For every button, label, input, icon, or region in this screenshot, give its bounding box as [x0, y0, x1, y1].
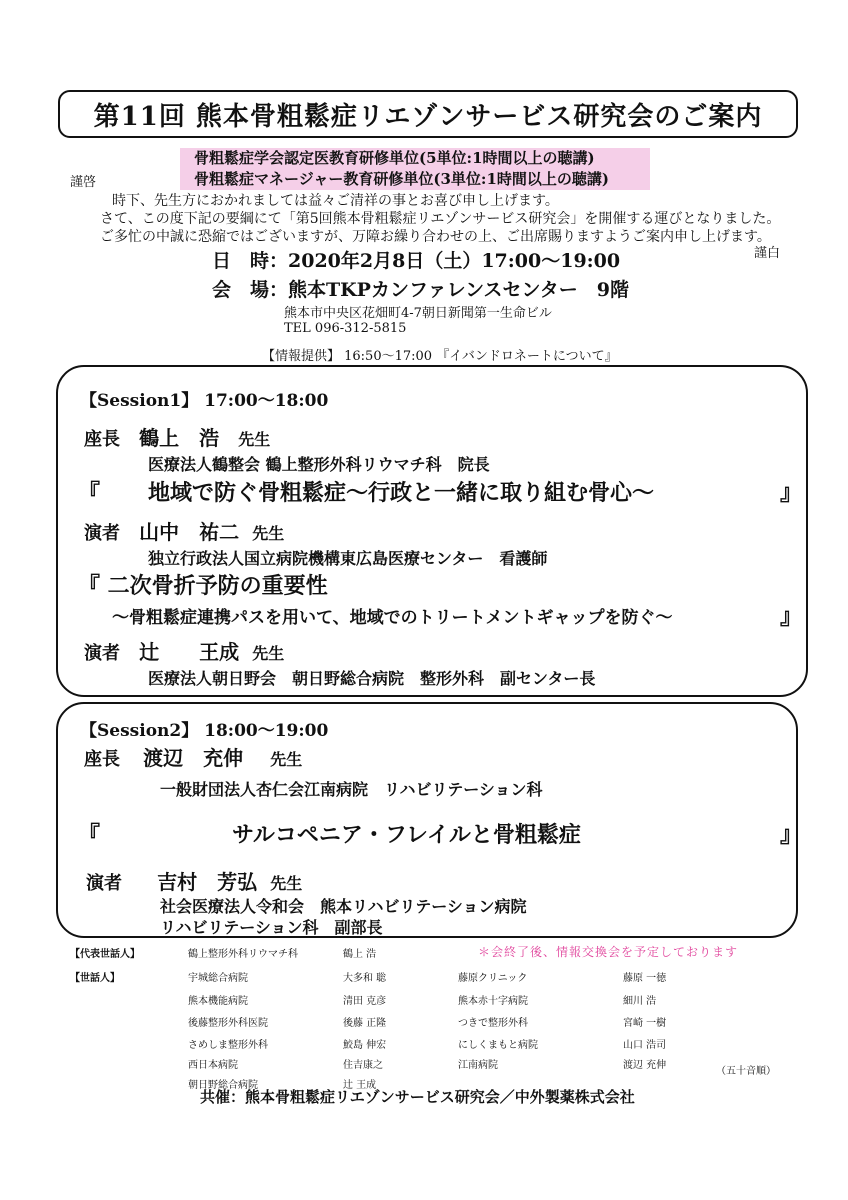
talk1-close-bracket: 』: [780, 480, 803, 506]
member-org: 熊本機能病院: [188, 996, 248, 1007]
rep-label: 【代表世話人】: [70, 949, 140, 960]
session2-chair-affiliation: 一般財団法人杏仁会江南病院 リハビリテーション科: [160, 780, 543, 799]
member-org: 藤原クリニック: [458, 973, 528, 984]
session1-talk2-title: 『 二次骨折予防の重要性: [78, 573, 328, 599]
speaker2-honorific: 先生: [252, 644, 285, 663]
talk2-close-bracket: 』: [780, 604, 803, 630]
info-provision: 【情報提供】 16:50～17:00 『イバンドロネートについて』: [262, 349, 618, 364]
talk1-open-bracket: 『: [78, 480, 101, 506]
letter-line-1: 時下、先生方におかれましては益々ご清祥の事とお喜び申し上げます。: [112, 193, 559, 209]
letter-closing: 謹白: [754, 246, 781, 261]
member-org: 後藤整形外科医院: [188, 1018, 268, 1029]
session1-speaker1: [84, 516, 284, 545]
session1-chair-affiliation: 医療法人鶴整会 鶴上整形外科リウマチ科 院長: [148, 455, 490, 474]
s2-speaker-honorific: 先生: [270, 874, 303, 893]
member-name: 清田 克彦: [343, 996, 387, 1007]
s2-speaker-role: 演者: [86, 873, 122, 894]
date-value: 2020年2月8日（土）17:00～19:00: [288, 250, 621, 272]
session1-talk2-subtitle: ～骨粗鬆症連携パスを用いて、地域でのトリートメントギャップを防ぐ～: [112, 608, 673, 628]
session2-speaker-affiliation-2: リハビリテーション科 副部長: [160, 918, 383, 937]
page-title: 第11回 熊本骨粗鬆症リエゾンサービス研究会のご案内: [93, 101, 763, 132]
speaker1-role: 演者: [84, 523, 120, 544]
member-name: 山口 浩司: [623, 1040, 667, 1051]
member-name: 辻 王成: [343, 1080, 377, 1091]
chair-name: 鶴上 浩: [139, 426, 220, 450]
session2-talk-title: サルコペニア・フレイルと骨粗鬆症: [232, 822, 581, 848]
session2-chair: [84, 742, 302, 771]
credit-text-2: 骨粗鬆症マネージャー教育研修単位(3単位:1時間以上の聴講): [194, 170, 610, 188]
member-org: 宇城総合病院: [188, 973, 248, 984]
member-name: 鮫島 伸宏: [343, 1040, 387, 1051]
member-name: 住吉康之: [343, 1060, 383, 1071]
session2-header: 【Session2】 18:00～19:00: [80, 721, 329, 741]
s2-talk-open-bracket: 『: [78, 822, 101, 848]
venue-address: 熊本市中央区花畑町4-7朝日新聞第一生命ビル: [284, 306, 552, 321]
letter-line-2: さて、この度下記の要綱にて「第5回熊本骨粗鬆症リエゾンサービス研究会」を開催する運びとなりました。: [100, 211, 781, 227]
member-name: 大多和 聡: [343, 973, 387, 984]
letter-opening: 謹啓: [70, 175, 97, 190]
member-org: 江南病院: [458, 1060, 498, 1071]
s2-chair-honorific: 先生: [270, 750, 303, 769]
rep-name: 鶴上 浩: [343, 949, 377, 960]
date-line: [212, 246, 620, 273]
session1-header: 【Session1】 17:00～18:00: [80, 391, 329, 411]
venue-line: [212, 275, 629, 302]
credit-line-2: [180, 169, 650, 190]
venue-tel: TEL 096-312-5815: [284, 321, 407, 336]
session1-speaker1-affiliation: 独立行政法人国立病院機構東広島医療センター 看護師: [148, 549, 548, 568]
s2-speaker-name: 吉村 芳弘: [157, 870, 258, 894]
title-box: [58, 90, 798, 138]
credit-text-1: 骨粗鬆症学会認定医教育研修単位(5単位:1時間以上の聴講): [194, 149, 595, 167]
member-org: つきで整形外科: [458, 1018, 528, 1029]
speaker1-name: 山中 祐二: [139, 520, 240, 544]
session1-talk1-title: 地域で防ぐ骨粗鬆症～行政と一緒に取り組む骨心～: [148, 480, 655, 506]
session1-speaker2-affiliation: 医療法人朝日野会 朝日野総合病院 整形外科 副センター長: [148, 669, 596, 688]
member-org: にしくまもと病院: [458, 1040, 538, 1051]
member-org: 西日本病院: [188, 1060, 238, 1071]
speaker2-name: 辻 王成: [139, 640, 240, 664]
venue-label: 会 場：: [212, 279, 289, 301]
member-name: 藤原 一徳: [623, 973, 667, 984]
chair-role: 座長: [84, 429, 120, 450]
date-label: 日 時：: [212, 250, 289, 272]
exchange-note: ＊会終了後、情報交換会を予定しております: [478, 945, 739, 959]
s2-chair-name: 渡辺 充伸: [143, 746, 244, 770]
order-note: （五十音順）: [716, 1066, 776, 1077]
venue-value: 熊本TKPカンファレンスセンター 9階: [288, 279, 629, 301]
session1-chair: [84, 422, 270, 451]
s2-chair-role: 座長: [84, 749, 120, 770]
letter-line-3: ご多忙の中誠に恐縮ではございますが、万障お繰り合わせの上、ご出席賜りますようご案内申し上げます。: [100, 229, 771, 245]
members-label: 【世話人】: [70, 973, 120, 984]
member-org: さめしま整形外科: [188, 1040, 268, 1051]
speaker2-role: 演者: [84, 643, 120, 664]
s2-talk-close-bracket: 』: [780, 822, 803, 848]
chair-honorific: 先生: [238, 430, 271, 449]
member-org: 朝日野総合病院: [188, 1080, 258, 1091]
speaker1-honorific: 先生: [252, 524, 285, 543]
member-name: 渡辺 充伸: [623, 1060, 667, 1071]
rep-org: 鶴上整形外科リウマチ科: [188, 949, 298, 960]
co-host-footer: 共催：熊本骨粗鬆症リエゾンサービス研究会／中外製薬株式会社: [200, 1088, 635, 1106]
session2-speaker-affiliation-1: 社会医療法人令和会 熊本リハビリテーション病院: [160, 897, 527, 916]
member-name: 宮崎 一樹: [623, 1018, 667, 1029]
member-name: 細川 浩: [623, 996, 657, 1007]
member-name: 後藤 正隆: [343, 1018, 387, 1029]
session2-speaker: [86, 866, 302, 895]
member-org: 熊本赤十字病院: [458, 996, 528, 1007]
session1-speaker2: [84, 636, 284, 665]
credit-line-1: [180, 148, 650, 169]
